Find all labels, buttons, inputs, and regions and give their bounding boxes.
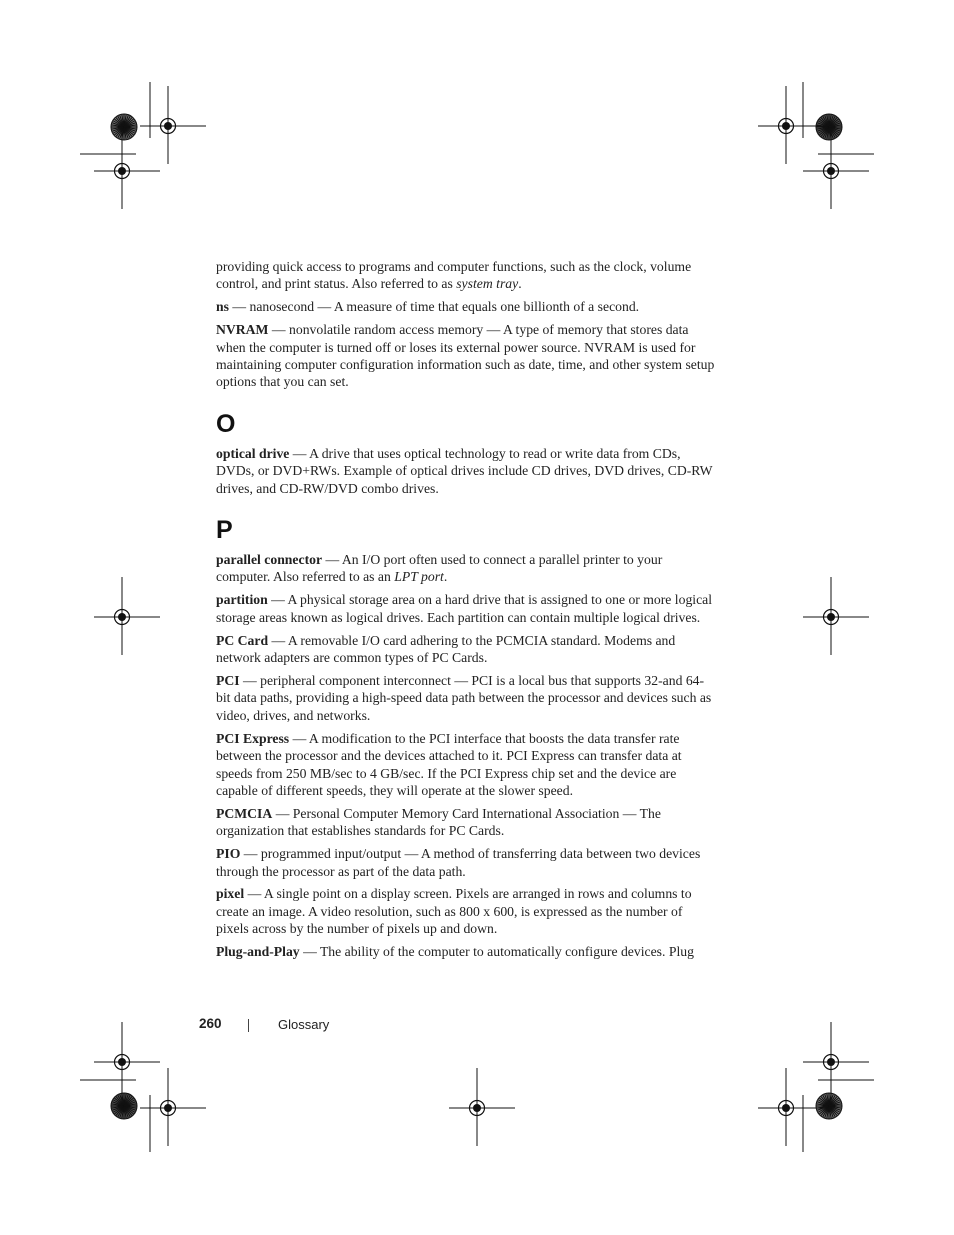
- glossary-entry: [216, 730, 716, 800]
- definition-text: — An I/O port often used to connect a parallel printer to your computer. Also referred to as an: [216, 552, 663, 585]
- italic-term: LPT port: [394, 569, 444, 585]
- definition-text: — A drive that uses optical technology to read or write data from CDs, DVDs, or DVD+RWs. Example of optical drives include CD drives, DVD drives, CD-RW drives, and CD-RW/DVD combo drives.: [216, 445, 713, 496]
- glossary-term: ns: [216, 299, 229, 315]
- page-number: 260: [199, 1016, 222, 1031]
- glossary-body: [216, 258, 716, 966]
- glossary-term: optical drive: [216, 445, 290, 461]
- page-footer: [0, 1014, 954, 1036]
- glossary-entry: [216, 805, 716, 840]
- glossary-term: Plug-and-Play: [216, 944, 300, 960]
- section-heading-o: O: [216, 409, 236, 438]
- registration-target-dot: [118, 167, 126, 175]
- glossary-entry: [216, 672, 716, 724]
- glossary-term: partition: [216, 592, 268, 608]
- glossary-entry: [216, 258, 716, 293]
- glossary-entry: [216, 445, 716, 497]
- registration-target-dot: [827, 613, 835, 621]
- registration-target-dot: [782, 122, 790, 130]
- registration-target-dot: [782, 1104, 790, 1112]
- definition-text: — nonvolatile random access memory — A type of memory that stores data when the computer is turned off or loses its external power source. NVRAM is used for maintaining computer configuration information such as date, time, and other system setup options that you can set.: [216, 322, 715, 390]
- glossary-entry: [216, 298, 716, 315]
- glossary-entry: [216, 551, 716, 586]
- footer-title: Glossary: [278, 1017, 330, 1032]
- definition-text: — The ability of the computer to automatically configure devices. Plug: [299, 944, 694, 960]
- registration-target-dot: [473, 1104, 481, 1112]
- entries-continued: [216, 258, 716, 391]
- glossary-entry: [216, 845, 716, 880]
- section-heading-p: P: [216, 516, 233, 545]
- registration-target-dot: [118, 613, 126, 621]
- glossary-term: PCMCIA: [216, 805, 273, 821]
- definition-text: — A physical storage area on a hard drive that is assigned to one or more logical storage areas known as logical drives. Each partition can contain multiple logical drives.: [216, 592, 713, 625]
- registration-target-dot: [118, 1058, 126, 1066]
- definition-text: — A single point on a display screen. Pixels are arranged in rows and columns to create an image. A video resolution, such as 800 x 600, is expressed as the number of pixels across by the number of pixels up and down.: [216, 886, 692, 937]
- definition-text: — peripheral component interconnect — PCI is a local bus that supports 32-and 64-bit data paths, providing a high-speed data path between the processor and devices such as video, drives, and networks.: [216, 673, 712, 723]
- glossary-term: PCI Express: [216, 730, 290, 746]
- definition-text: .: [443, 569, 448, 585]
- registration-target-dot: [164, 122, 172, 130]
- entries-o: [216, 445, 716, 497]
- glossary-term: pixel: [216, 886, 245, 902]
- registration-target-dot: [827, 1058, 835, 1066]
- definition-text: .: [518, 276, 522, 292]
- entries-p: [216, 551, 716, 961]
- definition-text: — A modification to the PCI interface that boosts the data transfer rate between the processor and the devices attached to it. PCI Express can transfer data at speeds from 250 MB/sec to 4 GB/sec. If the PCI Express chip set and the device are capable of different speeds, they will operate at the slower speed.: [216, 730, 682, 798]
- definition-text: — Personal Computer Memory Card International Association — The organization that establishes standards for PC Cards.: [216, 805, 661, 839]
- definition-text: — nanosecond — A measure of time that equals one billionth of a second.: [228, 299, 640, 315]
- registration-target-dot: [164, 1104, 172, 1112]
- italic-term: system tray: [456, 276, 519, 292]
- definition-text: — A removable I/O card adhering to the PCMCIA standard. Modems and network adapters are common types of PC Cards.: [216, 632, 676, 666]
- glossary-entry: [216, 885, 716, 937]
- glossary-entry: [216, 591, 716, 626]
- glossary-entry: [216, 632, 716, 667]
- glossary-term: PIO: [216, 846, 241, 862]
- definition-text: providing quick access to programs and computer functions, such as the clock, volume control, and print status. Also referred to as: [216, 259, 692, 292]
- glossary-entry: [216, 943, 716, 960]
- registration-target-dot: [827, 167, 835, 175]
- glossary-term: NVRAM: [216, 322, 269, 338]
- glossary-term: PC Card: [216, 632, 269, 648]
- glossary-term: parallel connector: [216, 552, 323, 568]
- footer-divider: [248, 1019, 249, 1032]
- definition-text: — programmed input/output — A method of transferring data between two devices through the processor as part of the data path.: [216, 846, 701, 879]
- glossary-entry: [216, 321, 716, 391]
- glossary-term: PCI: [216, 673, 240, 688]
